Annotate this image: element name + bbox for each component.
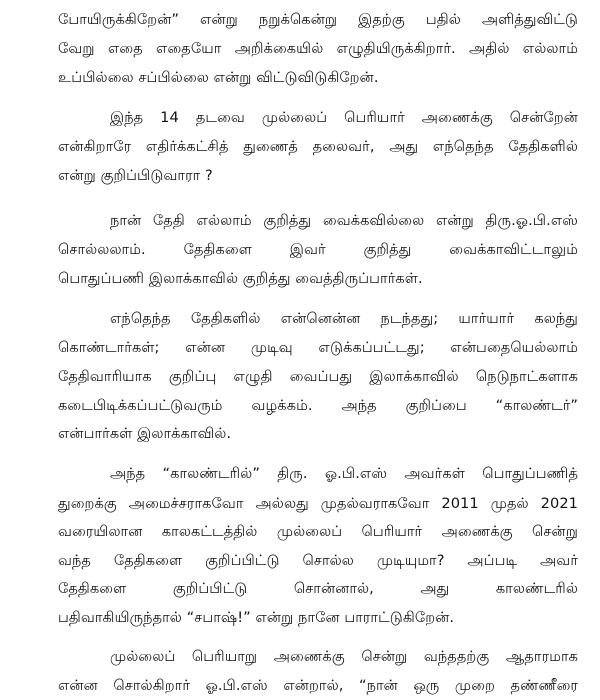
- text-line: முல்லைப் பெரியாறு அணைக்கு சென்று வந்ததற்கு ஆதாரமாக: [110, 647, 578, 665]
- text-line: தேதிகளை குறிப்பிட்டு சொன்னால், அது காலண்டரில்: [58, 580, 578, 598]
- text-line: என்ன சொல்கிறார் ஓ.பி.எஸ் என்றால், “நான் ஒரு முறை தண்ணீரை: [58, 677, 578, 694]
- text-line: என்று குறிப்பிடுவாரா ?: [58, 167, 213, 184]
- text-line: உப்பில்லை சப்பில்லை என்று விட்டுவிடுகிறேன்.: [58, 69, 379, 87]
- text-line: பதிவாகியிருந்தால் “சபாஷ்!” என்று நானே பாராட்டுகிறேன்.: [58, 608, 455, 626]
- text-line: அந்த “காலண்டரில்” திரு. ஓ.பி.எஸ் அவர்கள் பொதுப்பணித்: [110, 465, 578, 483]
- text-line: கொண்டார்கள்; என்ன முடிவு எடுக்கப்பட்டது; என்பதையெல்லாம்: [58, 339, 578, 357]
- text-line: வரையிலான காலகட்டத்தில் முல்லைப் பெரியார் அணைக்கு சென்று: [58, 522, 578, 540]
- text-line: வந்த தேதிகளை குறிப்பிட்டு சொல்ல முடியுமா? அப்படி அவர்: [58, 552, 578, 569]
- text-line: நான் தேதி எல்லாம் குறித்து வைக்கவில்லை என்று திரு.ஓ.பி.எஸ்: [110, 211, 578, 229]
- text-line: கடைபிடிக்கப்பட்டுவரும் வழக்கம். அந்த குறிப்பை “காலண்டர்”: [58, 396, 578, 414]
- text-line: தேதிவாரியாக குறிப்பு எழுதி வைப்பது இலாக்காவில் நெடுநாட்களாக: [58, 367, 578, 385]
- text-line: பொதுப்பணி இலாக்காவில் குறித்து வைத்திருப்பார்கள்.: [58, 270, 423, 288]
- text-line: இந்த 14 தடவை முல்லைப் பெரியார் அணைக்கு சென்றேன்: [110, 108, 578, 126]
- text-line: துறைக்கு அமைச்சராகவோ அல்லது முதல்வராகவோ 2011 முதல் 2021: [58, 494, 578, 512]
- text-line: எந்தெந்த தேதிகளில் என்னென்ன நடந்தது; யார்யார் கலந்து: [110, 310, 578, 328]
- text-line: என்கிறாரே எதிர்க்கட்சித் துணைத் தலைவர், அது எந்தெந்த தேதிகளில்: [58, 137, 578, 155]
- text-line: என்பார்கள் இலாக்காவில்.: [58, 425, 232, 443]
- text-line: வேறு எதை எதையோ அறிக்கையில் எழுதியிருக்கிறார். அதில் எல்லாம்: [58, 40, 578, 58]
- text-line: போயிருக்கிறேன்” என்று நறுக்கென்று இதற்கு பதில் அளித்துவிட்டு: [58, 11, 578, 28]
- text-line: சொல்லலாம். தேதிகளை இவர் குறித்து வைக்காவிட்டாலும்: [58, 240, 578, 258]
